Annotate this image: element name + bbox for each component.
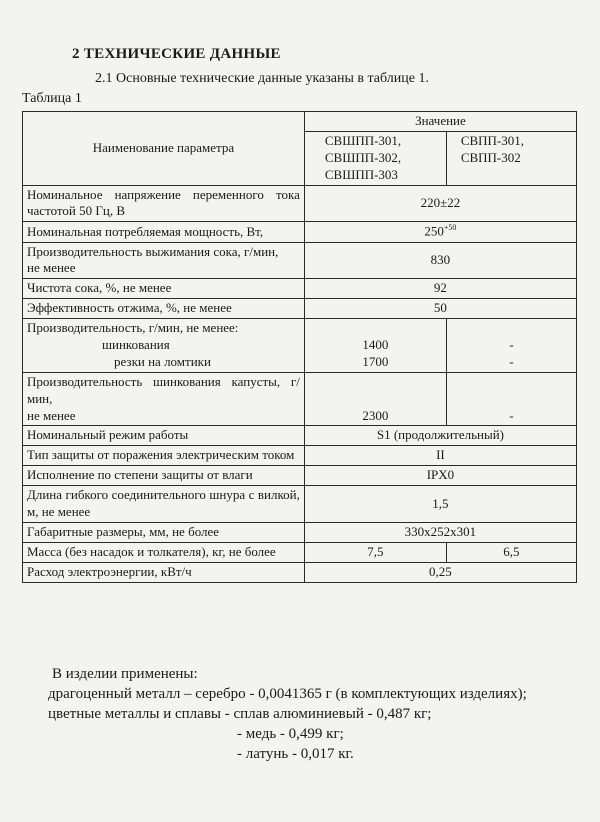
row-label-cord: Длина гибкого соединительного шнура с вилкой, м, не менее [23,486,305,523]
header-param: Наименование параметра [23,112,305,186]
model-a-line: СВШПП-303 [324,166,398,182]
row-value-mode: S1 (продолжительный) [304,426,576,446]
table-row [23,279,577,299]
header-value: Значение [304,112,576,132]
table-header-row [23,112,577,132]
row-label-efficiency: Эффективность отжима, %, не менее [23,299,305,319]
materials-precious: драгоценный металл – серебро - 0,0041365 г (в комплектующих изделиях); [48,686,527,702]
materials-brass: - латунь - 0,017 кг. [237,746,354,762]
row-value-protection: II [304,446,576,466]
table-row [23,299,577,319]
table-caption: Таблица 1 [22,91,82,106]
row-value-cabbage-b: - [446,372,576,426]
row-label-energy: Расход электроэнергии, кВт/ч [23,562,305,582]
sub-label-slicing: резки на ломтики [114,353,211,369]
row-label-moisture: Исполнение по степени защиты от влаги [23,466,305,486]
row-value-efficiency: 50 [304,299,576,319]
table-row [23,319,577,373]
model-a-line: СВШПП-302, [324,149,402,165]
header-model-a [304,131,446,185]
materials-heading: В изделии применены: [52,666,198,682]
model-a-line: СВШПП-301, [324,132,402,148]
row-label-voltage: Номинальное напряжение переменного тока частотой 50 Гц, В [23,185,305,222]
materials-nonferrous: цветные металлы и сплавы - сплав алюминиевый - 0,487 кг; [48,706,432,722]
table-row [23,242,577,279]
row-value-juice-purity: 92 [304,279,576,299]
row-value-voltage: 220±22 [304,185,576,222]
sub-label-shredding: шинкования [102,337,170,353]
row-value-dimensions: 330x252x301 [304,522,576,542]
intro-paragraph: 2.1 Основные технические данные указаны в таблице 1. [95,71,429,86]
row-value-juice-perf: 830 [304,242,576,279]
row-value-cabbage-a: 2300 [304,372,446,426]
row-value-cord: 1,5 [304,486,576,523]
model-b-line: СВПП-302 [460,149,521,165]
table-row [23,426,577,446]
table-row [23,486,577,523]
row-label-juice-perf: Производительность выжимания сока, г/мин, не менее [23,242,305,279]
table-row [23,542,577,562]
specs-table [22,111,577,583]
table-row [23,372,577,426]
row-label-mass: Масса (без насадок и толкателя), кг, не более [23,542,305,562]
row-value-mass-b: 6,5 [446,542,576,562]
table-row [23,562,577,582]
row-value-mass-a: 7,5 [304,542,446,562]
table-row [23,222,577,242]
materials-note [48,664,527,764]
table-row [23,466,577,486]
row-value-energy: 0,25 [304,562,576,582]
section-title: 2 ТЕХНИЧЕСКИЕ ДАННЫЕ [72,46,281,62]
materials-copper: - медь - 0,499 кг; [237,726,344,742]
row-label-mode: Номинальный режим работы [23,426,305,446]
row-value-power: $250^{+50}$ [304,222,576,242]
row-label-protection: Тип защиты от поражения электрическим током [23,446,305,466]
row-label-dimensions: Габаритные размеры, мм, не более [23,522,305,542]
table-row [23,185,577,222]
row-value-performance-a: 1400 1700 [304,319,446,373]
row-label-performance: Производительность, г/мин, не менее: шинкования резки на ломтики [23,319,305,373]
row-label-juice-purity: Чистота сока, %, не менее [23,279,305,299]
model-b-line: СВПП-301, [460,132,525,148]
table-row [23,522,577,542]
header-model-b [446,131,576,185]
row-value-performance-b: - - [446,319,576,373]
row-label-cabbage: Производительность шинкования капусты, г/мин, не менее [23,372,305,426]
row-value-moisture: IPX0 [304,466,576,486]
row-label-power: Номинальная потребляемая мощность, Вт, [23,222,305,242]
table-row [23,446,577,466]
